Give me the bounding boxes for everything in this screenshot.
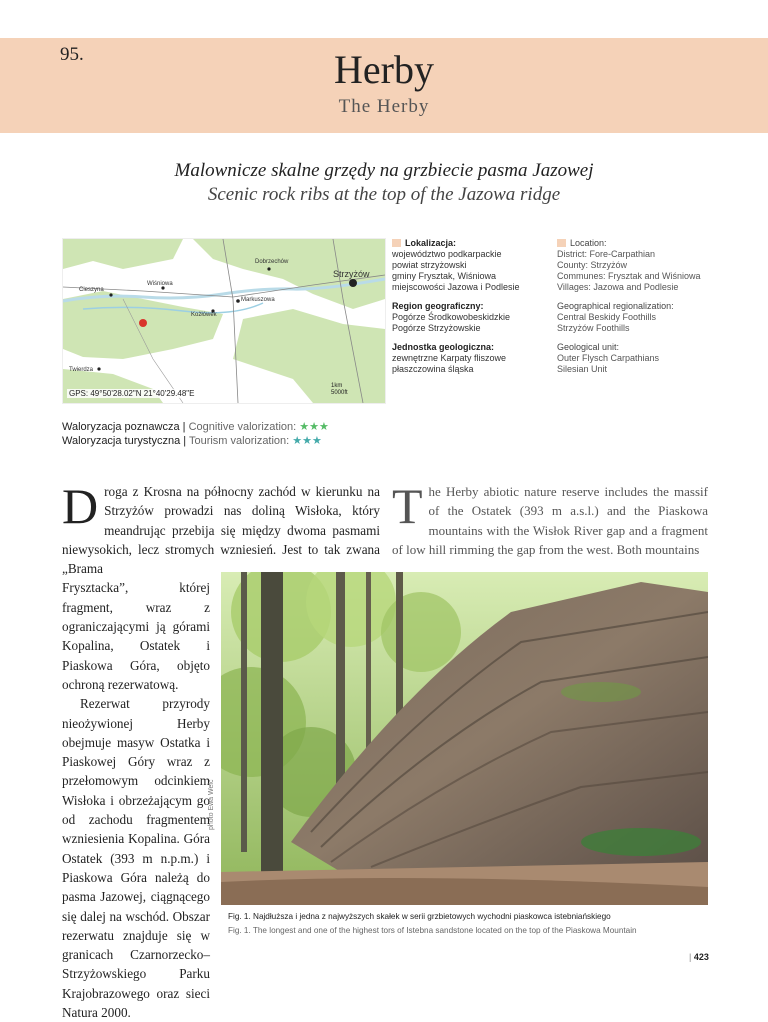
page-subtitle: The Herby [338, 96, 430, 117]
info-pl-reg-line: Pogórze Strzyżowskie [392, 323, 481, 333]
info-en-reg-line: Strzyżów Foothills [557, 323, 630, 333]
intro-text: roga z Krosna na północny zachód w kierunku na Strzyżów prowadzi nas doliną Wisłoka, który meandrując przebija się między dwoma pasmami niewysokich, lecz stromych wzniesień. Jest to tak zwana „Brama [62, 484, 380, 577]
info-en-reg-line: Central Beskidy Foothills [557, 312, 657, 322]
photo-graphic [221, 572, 708, 905]
separator: | [183, 435, 187, 447]
info-en-geo-line: Outer Flysch Carpathians [557, 353, 660, 363]
info-en-reg-head: Geographical regionalization: [557, 301, 674, 311]
map-label-5: Kożłówek [191, 312, 217, 318]
narrow-text-2: Rezerwat przyrody nieożywionej Herby obejmuje masyw Ostatka i Piaskowej Góry wraz z przełomowym odcinkiem Wisłoka i obrzeżającym go od zachodu fragmentem wzniesienia Kopalina. Góra Ostatek (393 m n.p.m.) i Piaskowa Góra należą do pasma Jazowej, ciągnącego się dalej na wschód. Obszar rezerwatu znajduje się w granicach Czarnorzecko–Strzyżowskiego Parku Krajobrazowego oraz sieci Natura 2000. [62, 696, 210, 1021]
tagline-pl: Malownicze skalne grzędy na grzbiecie pasma Jazowej [174, 160, 594, 181]
scale-ft: 5000ft [331, 390, 348, 396]
info-en-loc-line: Communes: Frysztak and Wiśniowa [557, 271, 701, 281]
tourism-valorization [62, 434, 322, 447]
star-icon: ★★★ [292, 435, 322, 447]
map-label-6: Twierdza [69, 367, 94, 373]
info-pl-loc-line: województwo podkarpackie [392, 249, 502, 259]
footer-bar: | [689, 952, 692, 962]
cog-pl: Waloryzacja poznawcza [62, 421, 180, 433]
location-map [62, 238, 386, 404]
dropcap: D [62, 478, 99, 534]
info-en [557, 238, 717, 383]
info-en-loc-line: District: Fore-Carpathian [557, 249, 656, 259]
scale-km: 1km [331, 383, 343, 389]
info-pl-geo-line: płaszczowina śląska [392, 364, 474, 374]
tour-en: Tourism valorization: [188, 435, 290, 447]
map-scale [331, 383, 348, 397]
map-label-0: Dobrzechów [255, 259, 289, 265]
photo-credit: photo Ewa Welc [208, 779, 215, 830]
caption-pl: Fig. 1. Najdłuższa i jedna z najwyższych skałek w serii grzbietowych wychodni piaskowca istebniańskiego [228, 912, 611, 921]
map-label-2: Wiśniowa [147, 281, 173, 287]
reserve-marker-icon [139, 319, 147, 327]
info-pl-geo-head: Jednostka geologiczna: [392, 342, 495, 352]
map-label-1: Strzyżów [333, 269, 370, 279]
cog-en: Cognitive valorization: [188, 421, 297, 433]
dropcap-en: T [392, 478, 423, 534]
rock-photo [221, 572, 708, 905]
page-title: Herby [334, 47, 434, 92]
narrow-text: Frysztacka”, której fragment, wraz z ograniczającymi ją górami Kopalina, Ostatek i Piaskowa Góra, objęto ochroną rezerwatową. [62, 580, 210, 692]
swatch-icon [392, 239, 401, 247]
caption-en: Fig. 1. The longest and one of the highest tors of Istebna sandstone located on the top of the Piaskowa Mountain [228, 926, 637, 935]
info-pl-geo-line: zewnętrzne Karpaty fliszowe [392, 353, 507, 363]
info-pl-loc-line: powiat strzyżowski [392, 260, 467, 270]
en-text: he Herby abiotic nature reserve includes the massif of the Ostatek (393 m a.s.l.) and the Piaskowa mountains with the Wisłok River gap and a fragment of low hill rimming the gap from the west. Both mountains [392, 484, 708, 557]
info-en-loc-head: Location: [570, 238, 607, 248]
map-label-3: Cieszyna [79, 287, 104, 293]
cognitive-valorization [62, 420, 329, 433]
tagline-en: Scenic rock ribs at the top of the Jazowa ridge [207, 184, 561, 205]
star-icon: ★★★ [299, 421, 329, 433]
info-en-loc-line: County: Strzyżów [557, 260, 628, 270]
entry-number: 95. [60, 44, 84, 65]
map-graphic [63, 239, 385, 403]
tour-pl: Waloryzacja turystyczna [62, 435, 181, 447]
body-text-en [392, 478, 708, 559]
info-en-geo-line: Silesian Unit [557, 364, 608, 374]
page-number: 423 [693, 952, 709, 962]
info-pl [392, 238, 542, 383]
info-pl-loc-line: miejscowości Jazowa i Podlesie [392, 282, 520, 292]
info-en-geo-head: Geological unit: [557, 342, 620, 352]
gps-coordinates: GPS: 49°50'28.02"N 21°40'29.48"E [69, 389, 195, 398]
info-pl-loc-head: Lokalizacja: [405, 238, 457, 248]
page-footer [689, 952, 709, 962]
info-en-loc-line: Villages: Jazowa and Podlesie [557, 282, 679, 292]
info-pl-reg-line: Pogórze Środkowobeskidzkie [392, 312, 511, 322]
map-label-4: Markuszowa [241, 297, 275, 303]
swatch-icon [557, 239, 566, 247]
info-pl-reg-head: Region geograficzny: [392, 301, 484, 311]
separator: | [182, 421, 186, 433]
info-pl-loc-line: gminy Frysztak, Wiśniowa [392, 271, 497, 281]
